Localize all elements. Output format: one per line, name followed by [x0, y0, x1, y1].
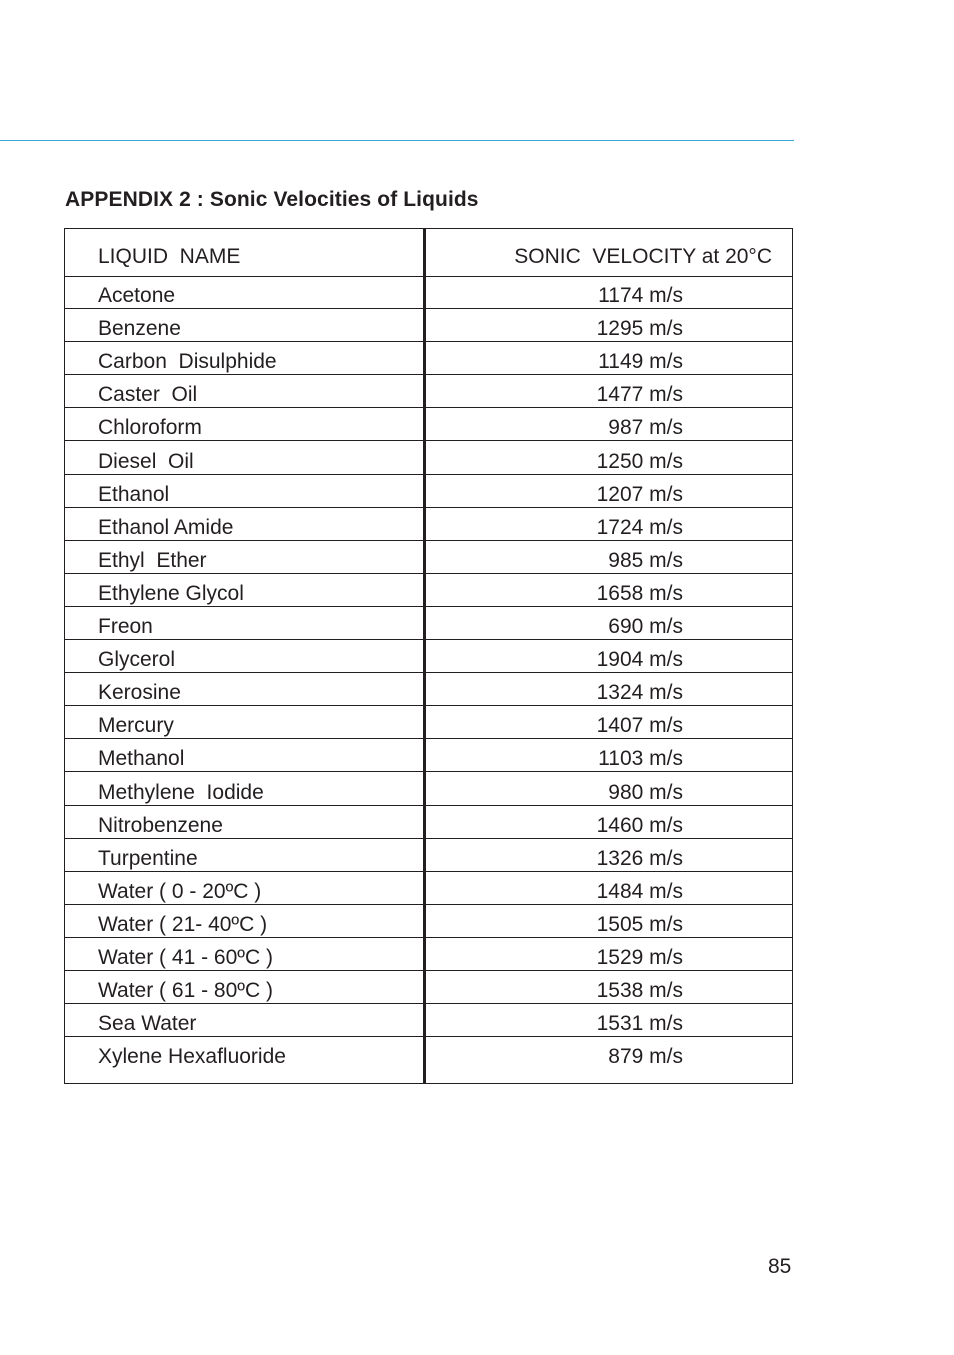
liquid-name-cell: Xylene Hexafluoride: [98, 1045, 286, 1069]
liquid-name-cell: Water ( 0 - 20ºC ): [98, 879, 262, 903]
liquid-name-cell: Nitrobenzene: [98, 813, 223, 837]
top-rule: [0, 140, 794, 141]
liquid-name-cell: Methylene Iodide: [98, 780, 264, 804]
liquid-name-cell: Sea Water: [98, 1012, 197, 1036]
table-row: [65, 342, 792, 375]
table-row: [65, 309, 792, 342]
sonic-velocity-cell: 985 m/s: [608, 548, 683, 572]
sonic-velocity-cell: 1460 m/s: [596, 813, 683, 837]
liquid-name-cell: Water ( 61 - 80ºC ): [98, 979, 273, 1003]
liquid-name-cell: Caster Oil: [98, 383, 198, 407]
liquid-name-cell: Kerosine: [98, 681, 181, 705]
table-row: [65, 607, 792, 640]
sonic-velocity-cell: 1174 m/s: [598, 284, 683, 307]
sonic-velocity-table: [64, 228, 793, 1084]
sonic-velocity-cell: 1407 m/s: [596, 714, 683, 738]
sonic-velocity-cell: 1505 m/s: [596, 912, 683, 936]
table-row: [65, 640, 792, 673]
table-row: [65, 475, 792, 508]
sonic-velocity-cell: 879 m/s: [608, 1045, 683, 1069]
sonic-velocity-cell: 1103 m/s: [598, 747, 683, 771]
table-row: [65, 375, 792, 408]
sonic-velocity-cell: 1149 m/s: [598, 350, 683, 374]
table-row: [65, 905, 792, 938]
sonic-velocity-cell: 1207 m/s: [596, 482, 683, 506]
liquid-name-cell: Chloroform: [98, 416, 202, 440]
liquid-name-cell: Methanol: [98, 747, 185, 771]
table-row: [65, 276, 792, 309]
liquid-name-cell: Ethylene Glycol: [98, 581, 244, 605]
sonic-velocity-cell: 1477 m/s: [596, 383, 683, 407]
liquid-name-cell: Mercury: [98, 714, 174, 738]
table-row: [65, 574, 792, 607]
sonic-velocity-cell: 1250 m/s: [596, 449, 683, 473]
sonic-velocity-cell: 1724 m/s: [596, 515, 683, 539]
table-row: [65, 508, 792, 541]
table-row: [65, 739, 792, 772]
sonic-velocity-cell: 980 m/s: [608, 780, 683, 804]
sonic-velocity-cell: 987 m/s: [608, 416, 683, 440]
sonic-velocity-cell: 690 m/s: [608, 615, 683, 638]
liquid-name-cell: Ethyl Ether: [98, 548, 207, 572]
table-row: [65, 971, 792, 1004]
liquid-name-cell: Diesel Oil: [98, 449, 194, 473]
sonic-velocity-cell: 1904 m/s: [596, 648, 683, 672]
sonic-velocity-cell: 1295 m/s: [596, 317, 683, 341]
liquid-name-cell: Glycerol: [98, 648, 176, 672]
liquid-name-cell: Ethanol Amide: [98, 515, 234, 539]
header-sonic-velocity: SONIC VELOCITY at 20°C: [514, 245, 772, 268]
sonic-velocity-cell: 1538 m/s: [596, 979, 683, 1003]
liquid-name-cell: Benzene: [98, 317, 181, 341]
table-row: [65, 1037, 792, 1083]
table-row: [65, 706, 792, 739]
sonic-velocity-cell: 1658 m/s: [596, 581, 683, 605]
header-liquid-name: LIQUID NAME: [98, 245, 241, 268]
table-row: [65, 541, 792, 574]
liquid-name-cell: Ethanol: [98, 482, 170, 506]
liquid-name-cell: Acetone: [98, 284, 176, 307]
liquid-name-cell: Carbon Disulphide: [98, 350, 277, 374]
table-row: [65, 839, 792, 872]
page-title: APPENDIX 2 : Sonic Velocities of Liquids: [65, 188, 479, 211]
table-row: [65, 806, 792, 839]
liquid-name-cell: Water ( 21- 40ºC ): [98, 912, 268, 936]
table-row: [65, 1004, 792, 1037]
table-row: [65, 773, 792, 806]
table-row: [65, 408, 792, 441]
table-row: [65, 872, 792, 905]
table-row: [65, 938, 792, 971]
sonic-velocity-cell: 1484 m/s: [596, 879, 683, 903]
sonic-velocity-cell: 1531 m/s: [596, 1012, 683, 1036]
table-row: [65, 673, 792, 706]
table-header-row: [65, 229, 792, 277]
sonic-velocity-cell: 1529 m/s: [596, 946, 683, 969]
liquid-name-cell: Freon: [98, 615, 153, 638]
table-row: [65, 442, 792, 475]
sonic-velocity-cell: 1326 m/s: [596, 846, 683, 870]
liquid-name-cell: Turpentine: [98, 846, 198, 870]
sonic-velocity-cell: 1324 m/s: [596, 681, 683, 705]
liquid-name-cell: Water ( 41 - 60ºC ): [98, 946, 273, 969]
page-number: 85: [768, 1255, 792, 1278]
